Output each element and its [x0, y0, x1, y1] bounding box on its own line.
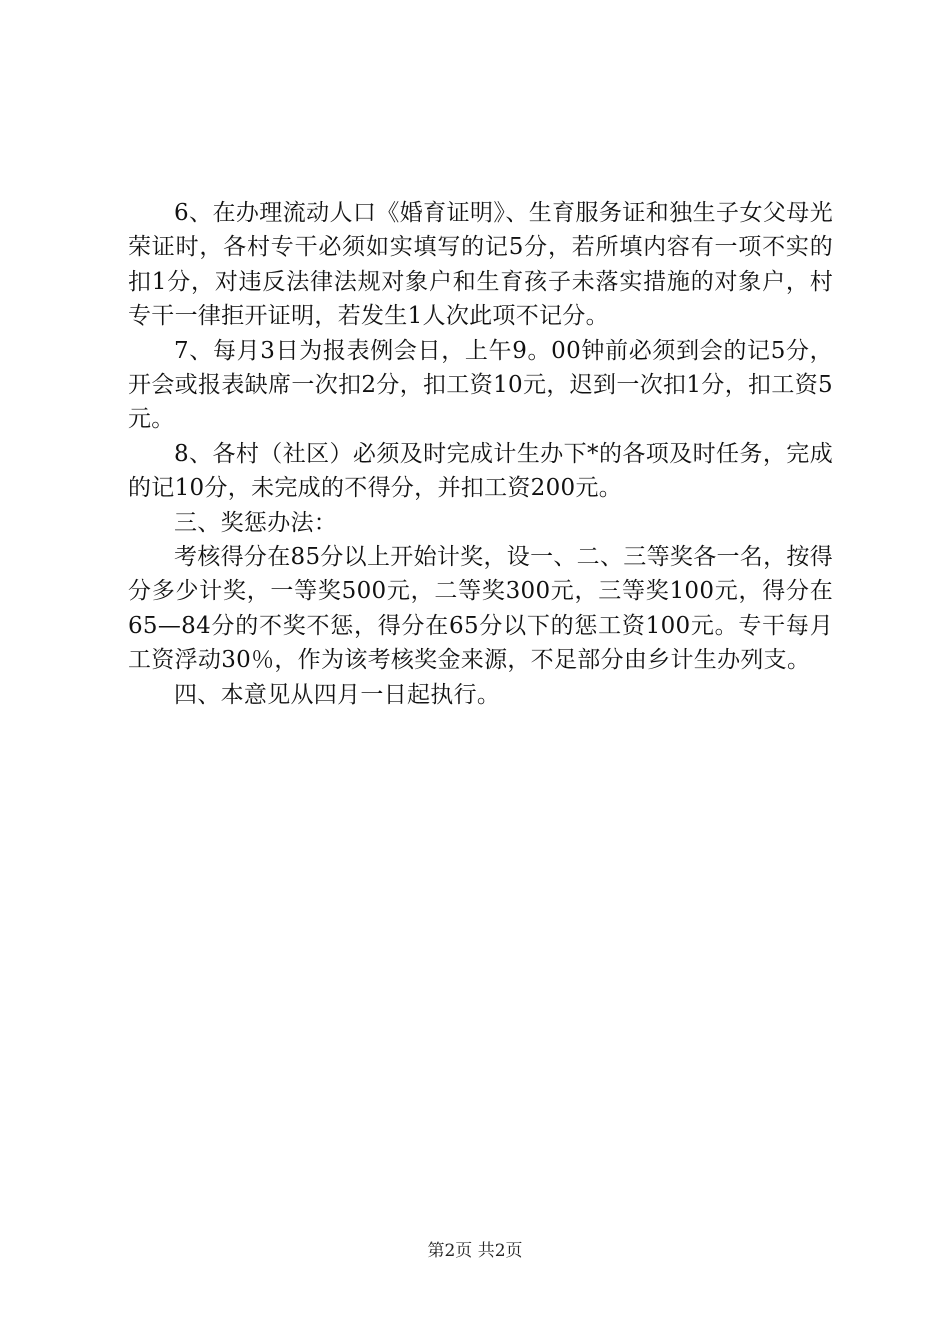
- paragraph-rewards: 考核得分在85分以上开始计奖，设一、二、三等奖各一名，按得分多少计奖，一等奖500元，二等奖300元，三等奖100元，得分在65—84分的不奖不惩，得分在65分以下的惩工资100元。专干每月工资浮动30％，作为该考核奖金来源，不足部分由乡计生办列支。: [128, 544, 833, 674]
- section-heading-effective-date: 四、本意见从四月一日起执行。: [174, 681, 501, 708]
- document-body: [128, 196, 833, 712]
- paragraph-item-7: 7、每月3日为报表例会日，上午9。00钟前必须到会的记5分，开会或报表缺席一次扣2分，扣工资10元，迟到一次扣1分，扣工资5元。: [128, 337, 833, 433]
- page-number-footer: 第2页 共2页: [427, 1241, 523, 1261]
- paragraph-item-6: 6、在办理流动人口《婚育证明》、生育服务证和独生子女父母光荣证时，各村专干必须如实填写的记5分，若所填内容有一项不实的扣1分，对违反法律法规对象户和生育孩子未落实措施的对象户，村专干一律拒开证明，若发生1人次此项不记分。: [128, 200, 833, 330]
- section-heading-rewards: 三、奖惩办法：: [174, 509, 338, 536]
- paragraph-item-8: 8、各村（社区）必须及时完成计生办下*的各项及时任务，完成的记10分，未完成的不得分，并扣工资200元。: [128, 440, 833, 502]
